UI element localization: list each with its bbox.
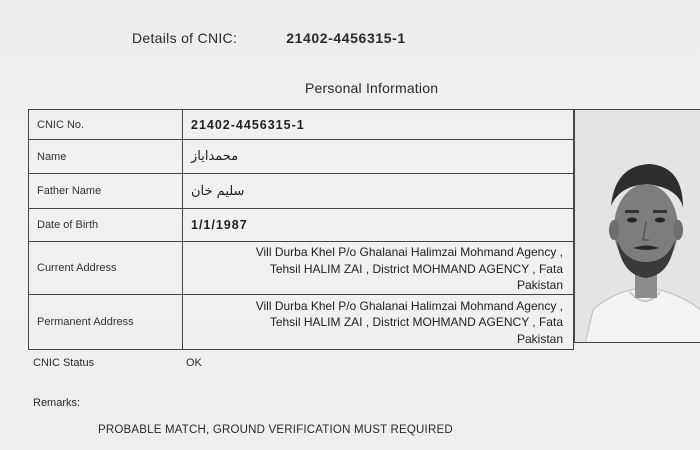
permanent-address-line: Pakistan	[516, 331, 563, 346]
table-row-current-address	[29, 242, 574, 295]
cnic-header	[132, 30, 406, 46]
permanent-address-value	[183, 294, 574, 349]
current-address-line: Tehsil HALIM ZAI , District MOHMAND AGENCY , Fata	[269, 261, 563, 276]
current-address-value	[183, 242, 574, 295]
dob-label: Date of Birth	[29, 209, 183, 242]
table-row-permanent-address	[29, 294, 574, 349]
profile-photo-image	[575, 110, 700, 343]
father-name-value: سلیم خان	[191, 183, 245, 199]
cnic-no-label: CNIC No.	[29, 110, 183, 140]
name-value: محمدایاز	[191, 149, 239, 164]
table-row-name	[29, 140, 574, 174]
profile-photo	[574, 109, 700, 343]
permanent-address-label: Permanent Address	[29, 294, 183, 349]
cnic-status-value: OK	[186, 357, 202, 369]
cnic-no-text: 21402-4456315-1	[191, 117, 305, 132]
personal-info-table	[28, 109, 574, 350]
dob-value: 1/1/1987	[191, 218, 248, 232]
cnic-no-value	[183, 110, 574, 140]
table-row-father	[29, 174, 574, 209]
current-address-line: Pakistan	[516, 278, 563, 292]
header-cnic-value: 21402-4456315-1	[286, 30, 406, 46]
father-name-value-cell	[183, 174, 574, 209]
permanent-address-line: Tehsil HALIM ZAI , District MOHMAND AGENCY , Fata	[269, 315, 563, 330]
father-name-label: Father Name	[29, 174, 183, 209]
dob-value-cell	[183, 209, 574, 242]
current-address-label: Current Address	[29, 242, 183, 295]
table-row-dob	[29, 209, 574, 242]
name-label: Name	[29, 140, 183, 174]
table-row-cnic	[29, 110, 574, 140]
remarks-value: PROBABLE MATCH, GROUND VERIFICATION MUST REQUIRED	[98, 424, 453, 436]
section-title: Personal Information	[305, 80, 439, 96]
permanent-address-line: Vill Durba Khel P/o Ghalanai Halimzai Mohmand Agency ,	[255, 298, 563, 313]
details-label: Details of CNIC:	[132, 30, 238, 46]
current-address-line: Vill Durba Khel P/o Ghalanai Halimzai Mohmand Agency ,	[255, 245, 563, 259]
name-value-cell	[183, 140, 574, 174]
cnic-status-label: CNIC Status	[33, 357, 95, 369]
remarks-label: Remarks:	[33, 397, 81, 409]
